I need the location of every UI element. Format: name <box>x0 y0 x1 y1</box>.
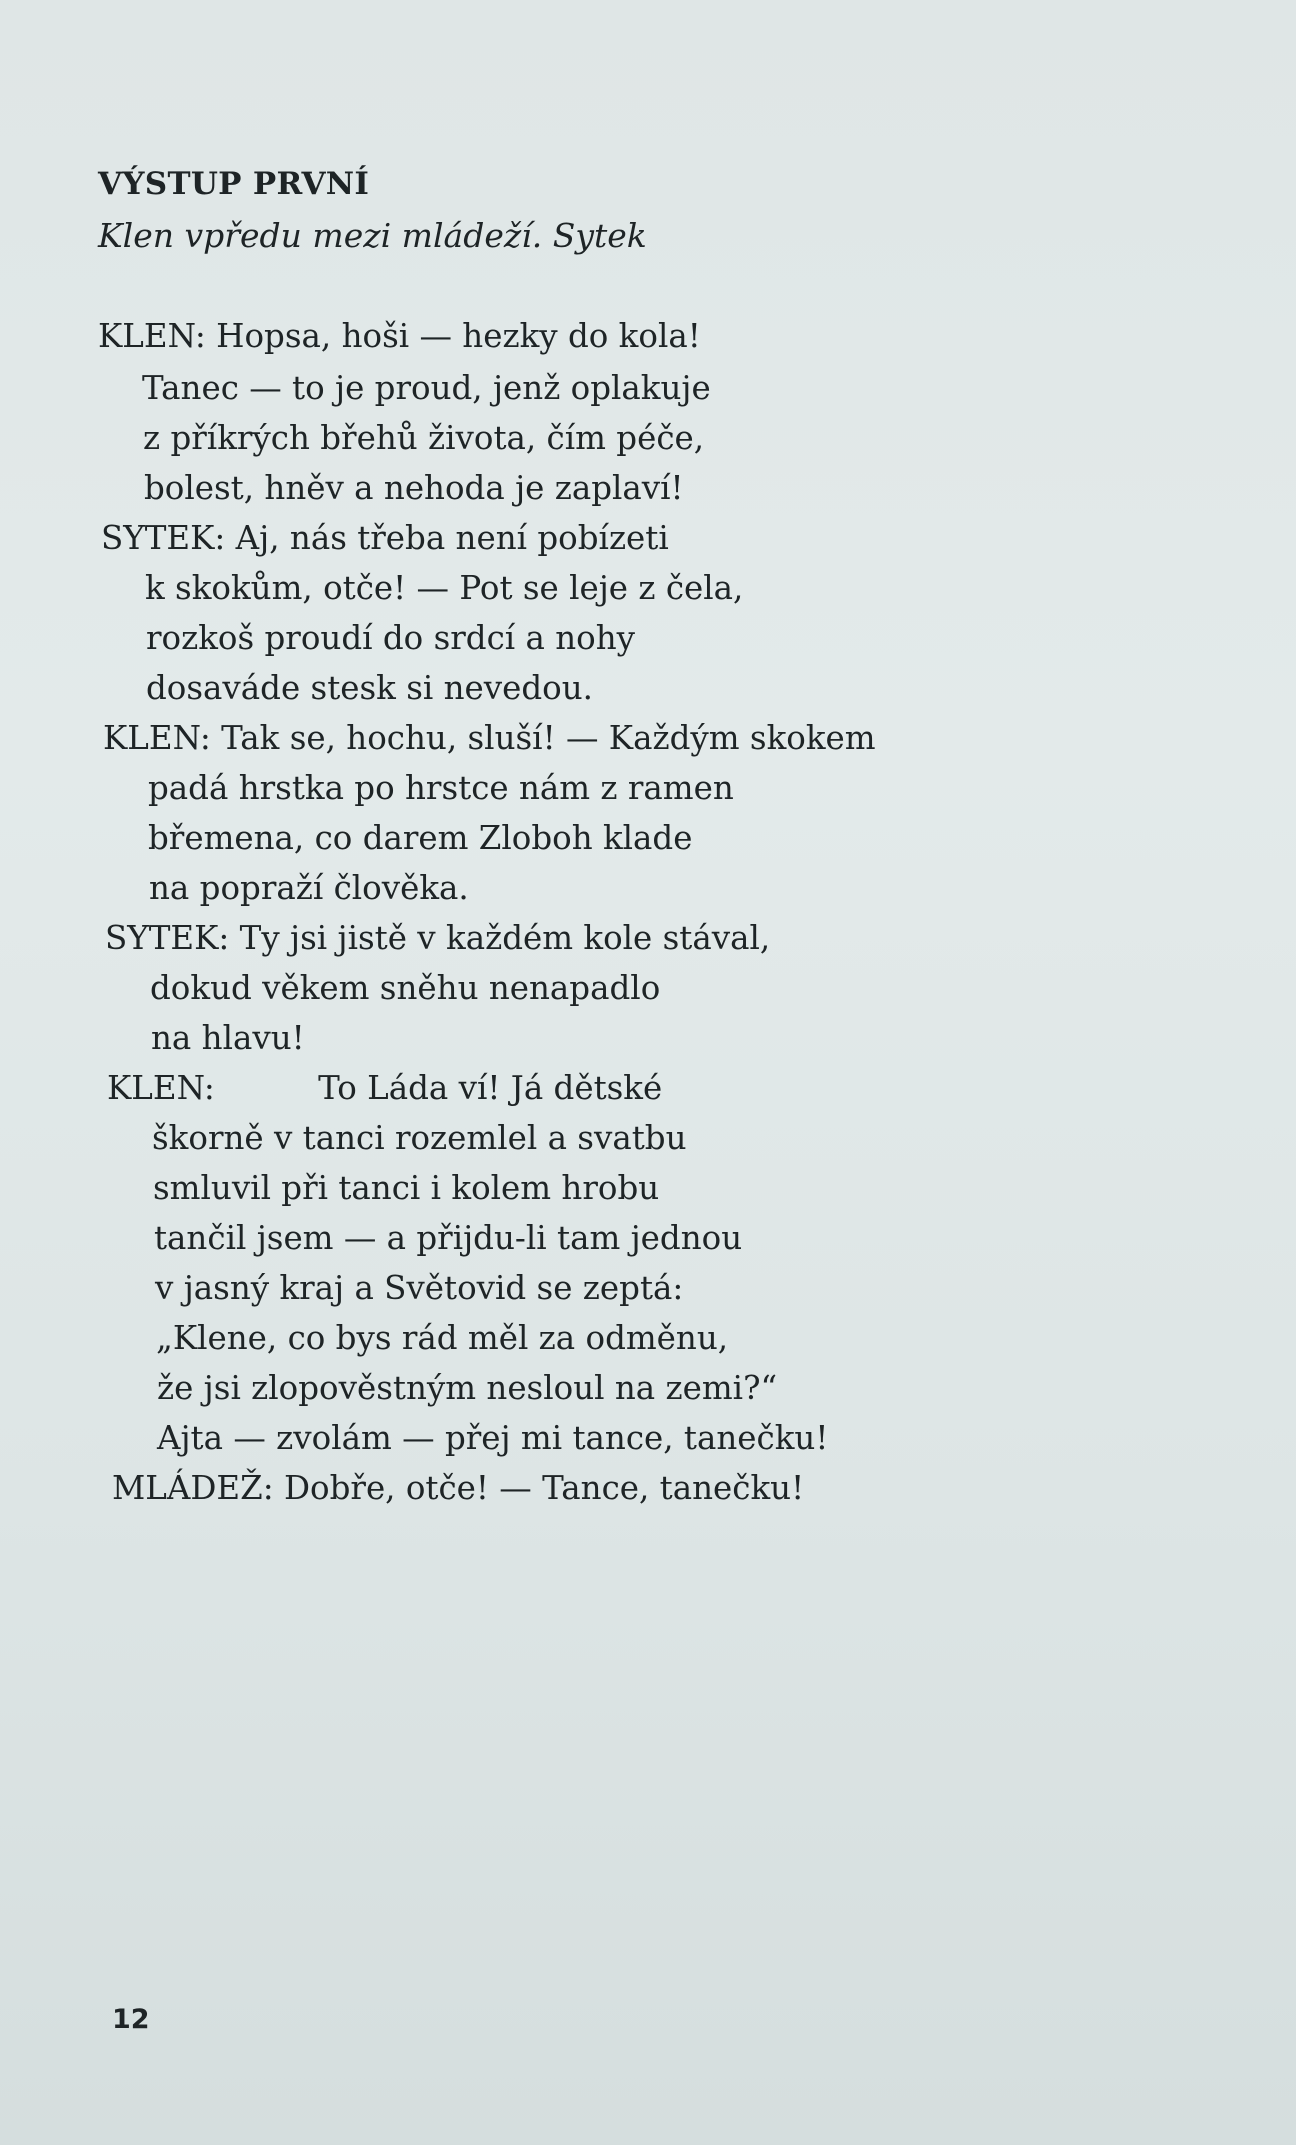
dialogue-line: SYTEK: Aj, nás třeba není pobízeti <box>101 519 669 557</box>
dialogue-line: bolest, hněv a nehoda je zaplaví! <box>144 469 684 507</box>
page-number: 12 <box>112 2004 150 2035</box>
dialogue-line: tančil jsem — a přijdu-li tam jednou <box>154 1219 743 1257</box>
dialogue-line: na popraží člověka. <box>149 869 469 907</box>
dialogue-line: KLEN: Hopsa, hoši — hezky do kola! <box>98 317 701 355</box>
dialogue-line: Tanec — to je proud, jenž oplakuje <box>142 369 711 407</box>
scene-heading: VÝSTUP PRVNÍ <box>98 166 370 202</box>
dialogue-line: dokud věkem sněhu nenapadlo <box>150 969 661 1007</box>
dialogue-line: na hlavu! <box>151 1019 305 1057</box>
dialogue-line: že jsi zlopověstným nesloul na zemi?“ <box>157 1369 778 1407</box>
dialogue-line: k skokům, otče! — Pot se leje z čela, <box>145 569 744 607</box>
dialogue-line: KLEN: Tak se, hochu, sluší! — Každým skokem <box>103 719 876 757</box>
dialogue-line: dosaváde stesk si nevedou. <box>146 669 594 707</box>
dialogue-line: Ajta — zvolám — přej mi tance, tanečku! <box>157 1419 829 1457</box>
stage-direction: Klen vpředu mezi mládeží. Sytek <box>98 216 647 255</box>
dialogue-line: v jasný kraj a Světovid se zeptá: <box>155 1269 684 1307</box>
dialogue-line: rozkoš proudí do srdcí a nohy <box>146 619 636 657</box>
dialogue-line: z příkrých břehů života, čím péče, <box>143 419 705 457</box>
dialogue-line: SYTEK: Ty jsi jistě v každém kole stával, <box>105 919 771 957</box>
dialogue-line: smluvil při tanci i kolem hrobu <box>153 1169 660 1207</box>
dialogue-line: břemena, co darem Zloboh klade <box>148 819 693 857</box>
dialogue-line: MLÁDEŽ: Dobře, otče! — Tance, tanečku! <box>112 1469 805 1507</box>
dialogue-line: KLEN: To Láda ví! Já dětské <box>107 1069 663 1107</box>
dialogue-line: škorně v tanci rozemlel a svatbu <box>152 1119 687 1157</box>
dialogue-line: padá hrstka po hrstce nám z ramen <box>148 769 734 807</box>
dialogue-line: „Klene, co bys rád měl za odměnu, <box>156 1319 729 1357</box>
